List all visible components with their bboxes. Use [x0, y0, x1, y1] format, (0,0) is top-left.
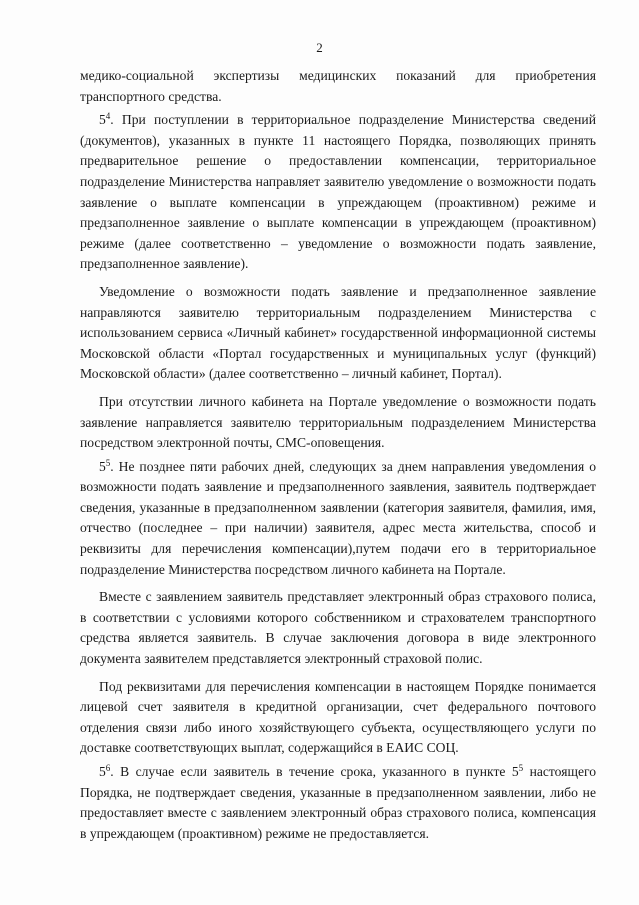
paragraph-text-continued: настоящего Порядка, не подтверждает сведения, указанные в предзаполненном заявлении, либо не предоставляет вместе с заявлением электронный образ страхового полиса, компенсация в упреждающем (проактивном) режиме не предоставляется. [80, 764, 597, 841]
paragraph-text: . Не позднее пяти рабочих дней, следующих за днем направления уведомления о возможности подать заявление и предзаполненного заявления, заявитель подтверждает сведения, указанные в предзаполненном заявлении (категория заявителя, фамилия, имя, отчество (последнее – при наличии) заявителя, адрес места жительства, способ и реквизиты для перечисления компенсации),путем подачи его в территориальное подразделение Министерства посредством личного кабинета на Портале. [80, 458, 596, 577]
paragraph-5-5 [80, 457, 596, 581]
clause-number: 5 [99, 458, 106, 474]
paragraph-notification-channel [80, 282, 596, 385]
reference-superscript: 5 [518, 763, 524, 773]
paragraph-continuation [80, 66, 596, 107]
paragraph-text: Под реквизитами для перечисления компенсации в настоящем Порядке понимается лицевой счет заявителя в кредитной организации, счет федерального почтового отделения связи либо иного хозяйствующего субъекта, осуществляющего услуги по доставке соответствующих выплат, содержащийся в ЕАИС СОЦ. [80, 678, 596, 756]
clause-superscript: 5 [105, 457, 111, 468]
page-number: 2 [316, 40, 323, 55]
paragraph-text: . В случае если заявитель в течение срока, указанного в пункте 5 [110, 764, 519, 779]
clause-number: 5 [99, 112, 106, 128]
paragraph-text: При отсутствии личного кабинета на Портале уведомление о возможности подать заявление направляется заявителю территориальным подразделением Министерства посредством электронной почты, СМС-оповещения. [80, 393, 596, 451]
paragraph-5-4 [80, 110, 596, 275]
paragraph-no-personal-account [80, 392, 596, 454]
document-body [80, 66, 596, 847]
paragraph-text: Вместе с заявлением заявитель представляет электронный образ страхового полиса, в соответствии с условиями которого собственником и страхователем транспортного средства является заявитель. В случае заключения договора в виде электронного документа заявителем представляется электронный страховой полис. [80, 589, 596, 667]
clause-superscript: 4 [105, 111, 111, 122]
paragraph-text: . При поступлении в территориальное подразделение Министерства сведений (документов), указанных в пункте 11 настоящего Порядка, позволяющих принять предварительное решение о предоставлении компенсации, территориальное подразделение Министерства направляет заявителю уведомление о возможности подать заявление о выплате компенсации в упреждающем (проактивном) режиме и предзаполненное заявление о выплате компенсации в упреждающем (проактивном) режиме (далее соответственно – уведомление о возможности подать заявление, предзаполненное заявление). [80, 112, 596, 272]
clause-number: 5 [99, 764, 106, 779]
paragraph-payment-details [80, 677, 596, 759]
paragraph-insurance-policy [80, 587, 596, 669]
paragraph-text: Уведомление о возможности подать заявление и предзаполненное заявление направляются заявителю территориальным подразделением Министерства с использованием сервиса «Личный кабинет» государственной информационной системы Московской области «Портал государственных и муниципальных услуг (функций) Московской области» (далее соответственно – личный кабинет, Портал). [80, 283, 596, 382]
paragraph-text: медико-социальной экспертизы медицинских показаний для приобретения транспортного средства. [80, 68, 596, 104]
clause-superscript: 6 [105, 763, 111, 773]
paragraph-5-6 [80, 762, 596, 844]
